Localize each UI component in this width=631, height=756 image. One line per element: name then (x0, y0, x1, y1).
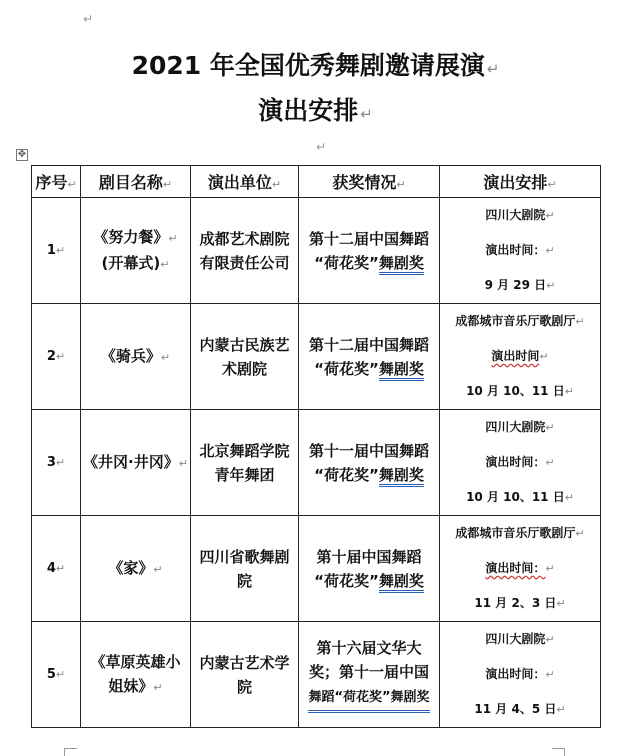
header-awards: 获奖情况↵ (299, 166, 440, 198)
schedule: 成都城市音乐厅歌剧厅↵ 演出时间↵ 10 月 10、11 日↵ (440, 304, 601, 410)
page-title: 2021 年全国优秀舞剧邀请展演 ↵ (131, 51, 500, 80)
header-no: 序号↵ (32, 166, 81, 198)
performing-company: 四川省歌舞剧 院 (191, 516, 299, 622)
award: 第十一届中国舞蹈 “荷花奖”舞剧奖 (299, 410, 440, 516)
paragraph-mark: ↵ (316, 140, 327, 154)
show-title: 《家》↵ (81, 516, 191, 622)
performing-company: 内蒙古民族艺 术剧院 (191, 304, 299, 410)
show-title: 《骑兵》↵ (81, 304, 191, 410)
row-number: 3↵ (32, 410, 81, 516)
schedule: 四川大剧院↵ 演出时间：↵ 9 月 29 日↵ (440, 198, 601, 304)
award: 第十二届中国舞蹈 “荷花奖”舞剧奖 (299, 198, 440, 304)
schedule: 四川大剧院↵ 演出时间：↵ 11 月 4、5 日↵ (440, 622, 601, 728)
table-row (32, 622, 601, 728)
row-number: 1↵ (32, 198, 81, 304)
paragraph-mark: ↵ (83, 12, 94, 26)
page-subtitle: 演出安排 ↵ (258, 96, 373, 125)
show-title: 《草原英雄小 姐妹》↵ (81, 622, 191, 728)
table-row (32, 516, 601, 622)
performing-company: 北京舞蹈学院 青年舞团 (191, 410, 299, 516)
header-title: 剧目名称↵ (81, 166, 191, 198)
show-title: 《井冈·井冈》↵ (81, 410, 191, 516)
schedule: 四川大剧院↵ 演出时间：↵ 10 月 10、11 日↵ (440, 410, 601, 516)
table-row (32, 304, 601, 410)
row-number: 2↵ (32, 304, 81, 410)
schedule-table (31, 165, 601, 728)
award: 第十届中国舞蹈 “荷花奖”舞剧奖 (299, 516, 440, 622)
table-header-row (32, 166, 601, 198)
award: 第十二届中国舞蹈 “荷花奖”舞剧奖 (299, 304, 440, 410)
performing-company: 内蒙古艺术学 院 (191, 622, 299, 728)
award: 第十六届文华大 奖；第十一届中国 舞蹈“荷花奖”舞剧奖 (299, 622, 440, 728)
header-schedule: 演出安排↵ (440, 166, 601, 198)
row-number: 4↵ (32, 516, 81, 622)
row-number: 5↵ (32, 622, 81, 728)
performing-company: 成都艺术剧院 有限责任公司 (191, 198, 299, 304)
show-title: 《努力餐》↵ (开幕式)↵ (81, 198, 191, 304)
table-row (32, 198, 601, 304)
schedule: 成都城市音乐厅歌剧厅↵ 演出时间：↵ 11 月 2、3 日↵ (440, 516, 601, 622)
header-company: 演出单位↵ (191, 166, 299, 198)
table-move-handle-icon[interactable]: ✥ (17, 149, 27, 160)
table-row (32, 410, 601, 516)
